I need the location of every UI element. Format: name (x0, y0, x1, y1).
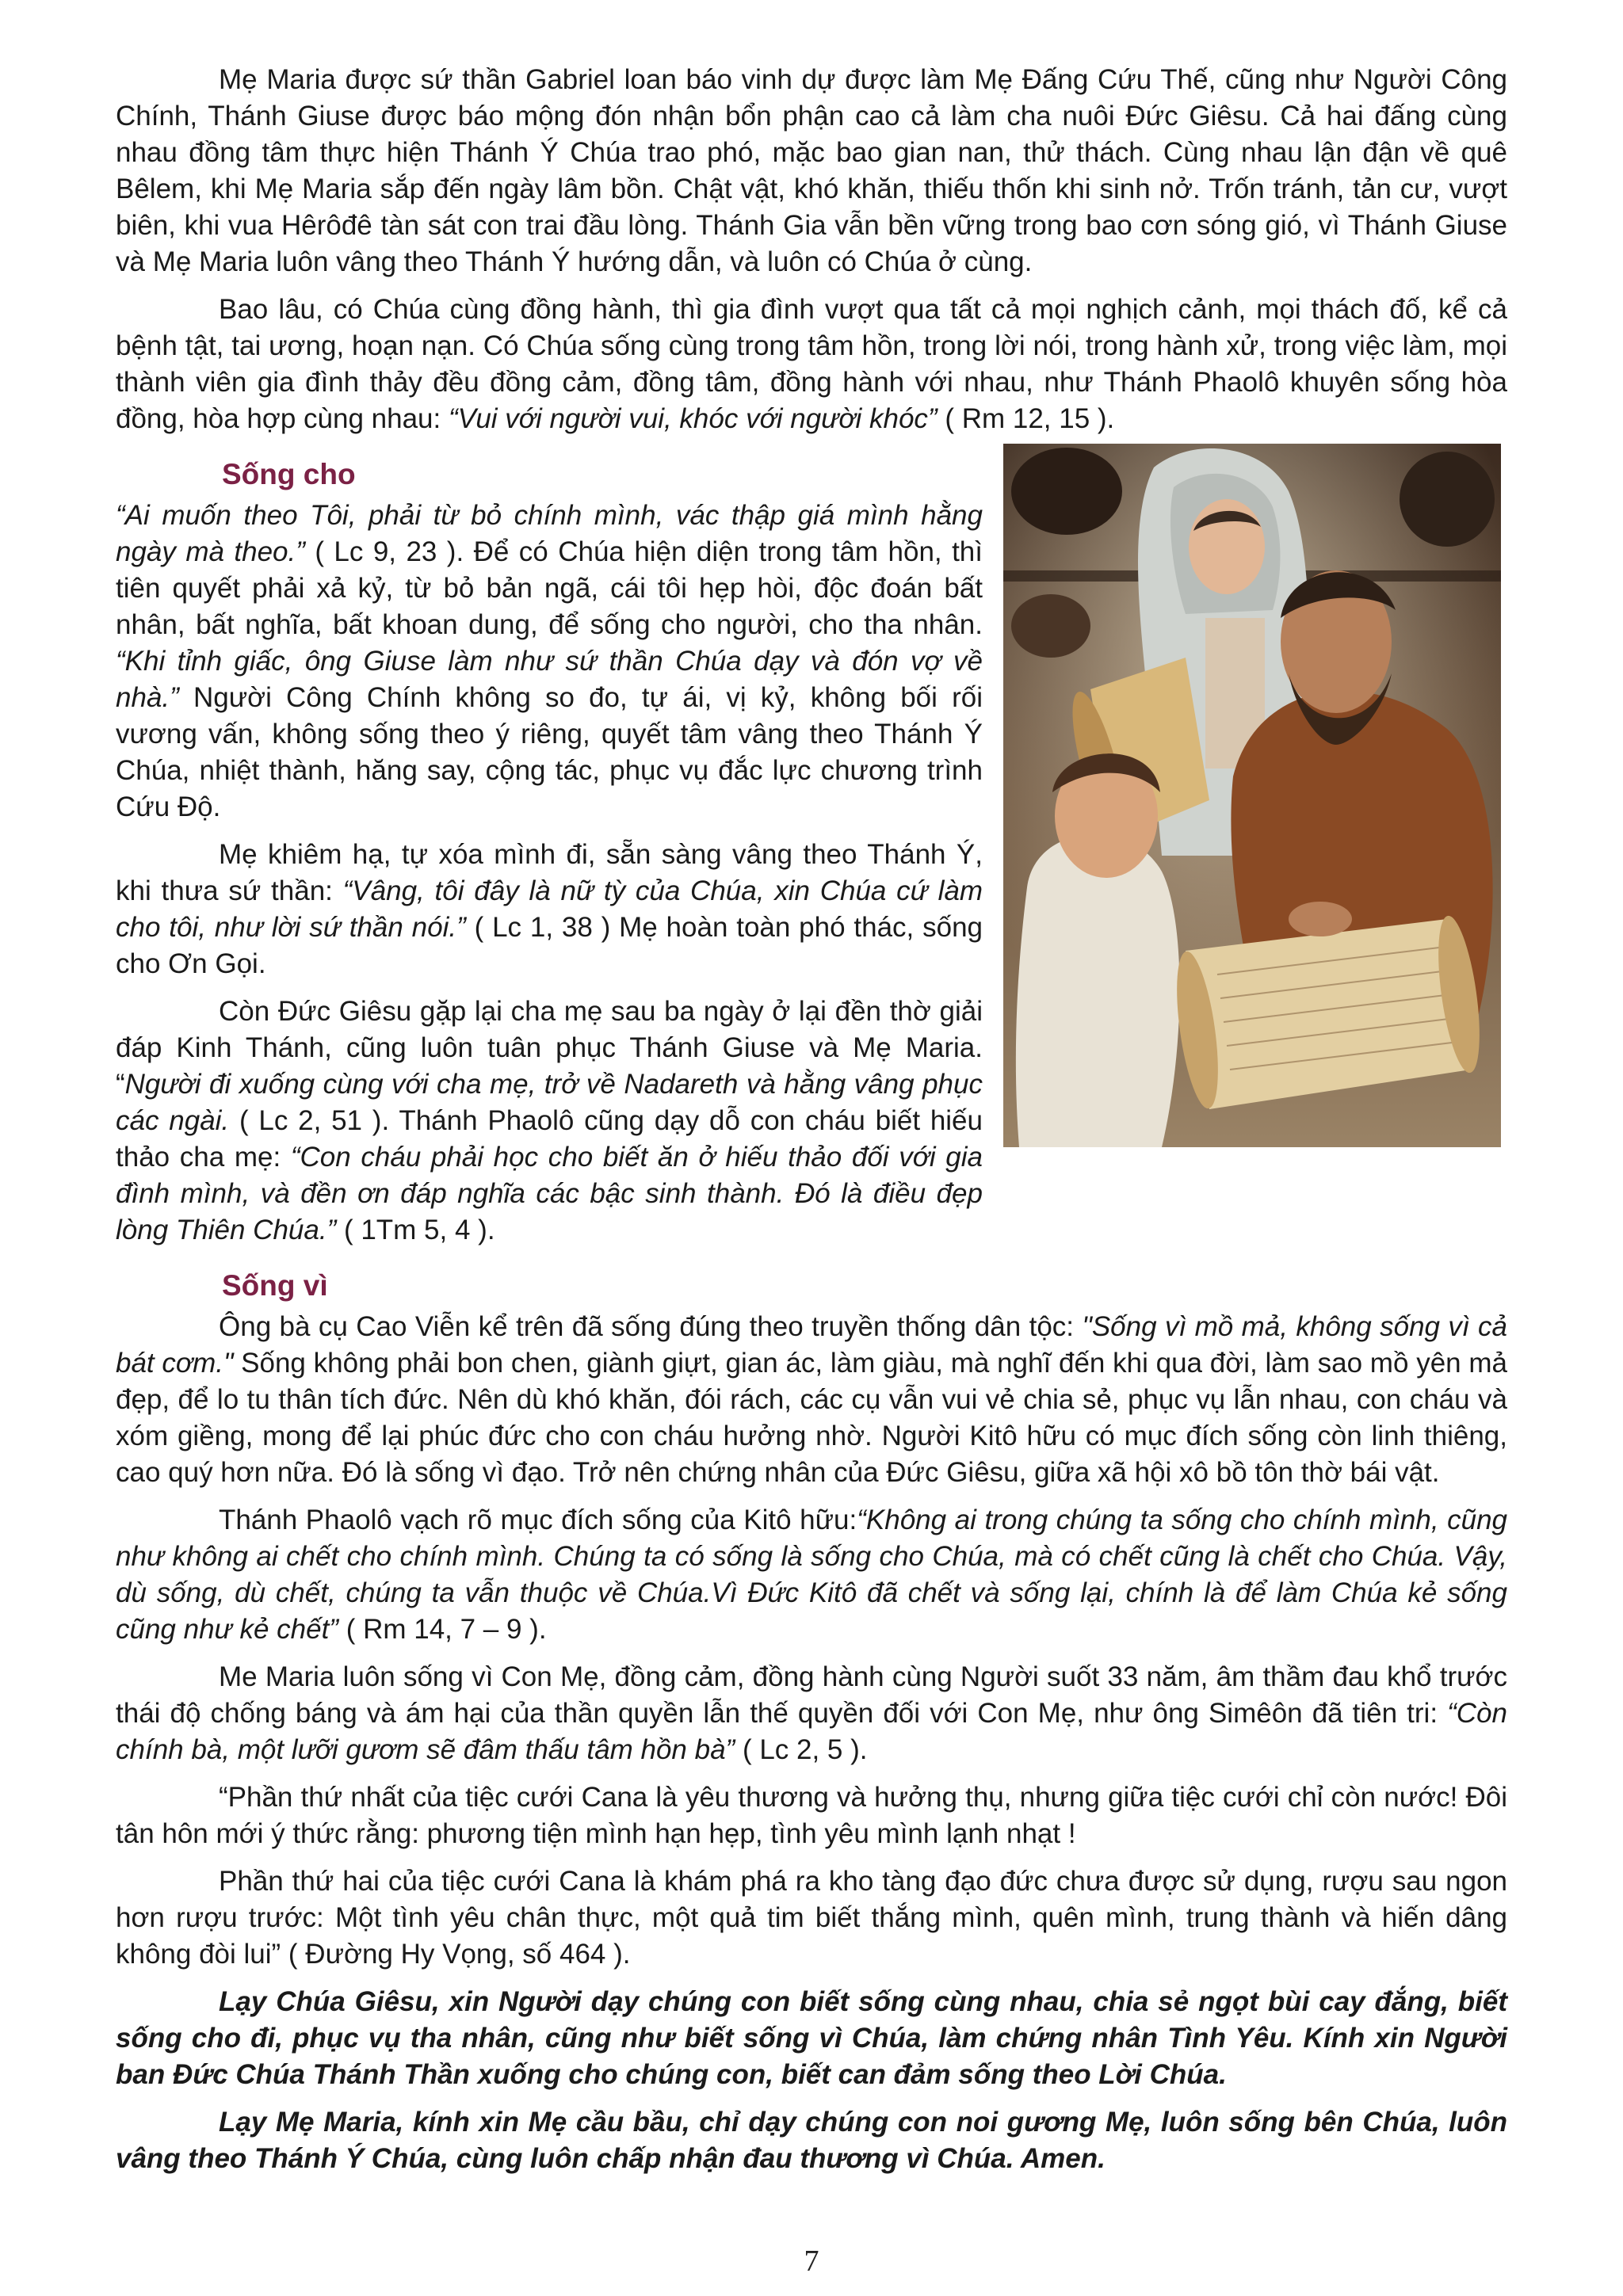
section2-paragraph-1 (116, 1309, 1507, 1491)
quote: “Ai muốn theo Tôi, phải từ bỏ chính mình, vác thập giá mình hằng ngày mà theo.” (116, 500, 983, 567)
text: Còn Đức Giêsu gặp lại cha mẹ sau ba ngày ở lại đền thờ giải đáp Kinh Thánh, cũng luôn tuân phục Thánh Giuse và Mẹ Maria. “ (116, 996, 983, 1100)
quote: “Con cháu phải học cho biết ăn ở hiếu thảo đối với gia đình mình, và đền ơn đáp nghĩa các bậc sinh thành. Đó là điều đẹp lòng Thiên Chúa.” (116, 1142, 983, 1245)
text: ( Lc 2, 51 ). Thánh Phaolô cũng dạy dỗ con cháu biết hiếu thảo cha mẹ: (116, 1105, 983, 1173)
paragraph-intro-1: Mẹ Maria được sứ thần Gabriel loan báo vinh dự được làm Mẹ Đấng Cứu Thế, cũng như Người Công Chính, Thánh Giuse được báo mộng đón nhận bổn phận cao cả làm cha nuôi Đức Giêsu. Cả hai đấng cùng nhau đồng tâm thực hiện Thánh Ý Chúa trao phó, mặc bao gian nan, thử thách. Cùng nhau lận đận về quê Bêlem, khi Mẹ Maria sắp đến ngày lâm bồn. Chật vật, khó khăn, thiếu thốn khi sinh nở. Trốn tránh, tản cư, vượt biên, khi vua Hêrôđê tàn sát con trai đầu lòng. Thánh Gia vẫn bền vững trong bao cơn sóng gió, vì Thánh Giuse và Mẹ Maria luôn vâng theo Thánh Ý hướng dẫn, và luôn có Chúa ở cùng. (116, 64, 1507, 277)
quote: “Còn chính bà, một lưỡi gươm sẽ đâm thấu tâm hồn bà” (116, 1698, 1507, 1765)
text: ( Lc 2, 5 ). (735, 1734, 868, 1765)
text: Mẹ khiêm hạ, tự xóa mình đi, sẵn sàng vâng theo Thánh Ý, khi thưa sứ thần: (116, 839, 983, 906)
section-heading-song-cho: Sống cho (222, 458, 356, 490)
document-page (116, 62, 1507, 2188)
prayer-2: Lạy Mẹ Maria, kính xin Mẹ cầu bầu, chỉ dạy chúng con noi gương Mẹ, luôn sống bên Chúa, luôn vâng theo Thánh Ý Chúa, cùng luôn chấp nhận đau thương vì Chúa. Amen. (116, 2107, 1507, 2174)
holy-family-illustration (1003, 444, 1501, 1147)
text: Người Công Chính không so đo, tự ái, vị kỷ, không bối rối vương vấn, không sống theo ý riêng, quyết tâm vâng theo Thánh Ý Chúa, nhiệt thành, hăng say, cộng tác, phục vụ đắc lực chương trình Cứu Độ. (116, 682, 983, 822)
section1-paragraph-2 (116, 837, 983, 982)
quote: Người đi xuống cùng với cha mẹ, trở về Nadareth và hằng vâng phục các ngài. (116, 1069, 983, 1136)
text: ( 1Tm 5, 4 ). (336, 1215, 495, 1245)
section2-paragraph-3 (116, 1659, 1507, 1768)
section-heading-song-vi: Sống vì (222, 1269, 328, 1302)
section-with-illustration (116, 448, 1507, 1260)
text: ( Lc 9, 23 ). Để có Chúa hiện diện trong tâm hồn, thì tiên quyết phải xả kỷ, từ bỏ bản ngã, cái tôi hẹp hòi, độc đoán bất nhân, bất nghĩa, bất khoan dung, để sống cho người, cho tha nhân. (116, 536, 983, 640)
prayer-1: Lạy Chúa Giêsu, xin Người dạy chúng con biết sống cùng nhau, chia sẻ ngọt bùi cay đắng, biết sống cho đi, phục vụ tha nhân, cũng như biết sống vì Chúa, làm chứng nhân Tình Yêu. Kính xin Người ban Đức Chúa Thánh Thần xuống cho chúng con, biết can đảm sống theo Lời Chúa. (116, 1986, 1507, 2090)
section2-paragraph-4: “Phần thứ nhất của tiệc cưới Cana là yêu thương và hưởng thụ, nhưng giữa tiệc cưới chỉ còn nước! Đôi tân hôn mới ý thức rằng: phương tiện mình hạn hẹp, tình yêu mình lạnh nhạt ! (116, 1782, 1507, 1849)
section1-paragraph-3 (116, 994, 983, 1249)
intro-quote: “Vui với người vui, khóc với người khóc” (448, 403, 938, 434)
section1-paragraph-1 (116, 498, 983, 826)
intro-text: Bao lâu, có Chúa cùng đồng hành, thì gia đình vượt qua tất cả mọi nghịch cảnh, mọi thách đố, kể cả bệnh tật, tai ương, hoạn nạn. Có Chúa sống cùng trong tâm hồn, trong lời nói, trong hành xử, trong việc làm, mọi thành viên gia đình thảy đều đồng cảm, đồng tâm, đồng hành với nhau, như Thánh Phaolô khuyên sống hòa đồng, hòa hợp cùng nhau: (116, 294, 1507, 434)
intro-ref: ( Rm 12, 15 ). (937, 403, 1115, 434)
text: ( Lc 1, 38 ) Mẹ hoàn toàn phó thác, sống cho Ơn Gọi. (116, 912, 983, 979)
paragraph-intro-2 (116, 292, 1507, 437)
section2-paragraph-5: Phần thứ hai của tiệc cưới Cana là khám phá ra kho tàng đạo đức chưa được sử dụng, rượu sau ngon hơn rượu trước: Một tình yêu chân thực, một quả tim biết thắng mình, quên mình, trung thành và hiến dâng không đòi lui” ( Đường Hy Vọng, số 464 ). (116, 1866, 1507, 1970)
text: Me Maria luôn sống vì Con Mẹ, đồng cảm, đồng hành cùng Người suốt 33 năm, âm thầm đau khổ trước thái độ chống báng và ám hại của thần quyền lẫn thế quyền đối với Con Mẹ, như ông Simêôn đã tiên tri: (116, 1661, 1507, 1729)
quote: “Khi tỉnh giấc, ông Giuse làm như sứ thần Chúa dạy và đón vợ về nhà.” (116, 646, 983, 713)
text: Ông bà cụ Cao Viễn kể trên đã sống đúng theo truyền thống dân tộc: (219, 1311, 1083, 1342)
quote: "Sống vì mồ mả, không sống vì cả bát cơm." (116, 1311, 1507, 1379)
section2-paragraph-2 (116, 1502, 1507, 1648)
section1-text-column (116, 448, 983, 1260)
text: Sống không phải bon chen, giành giựt, gian ác, làm giàu, mà nghĩ đến khi qua đời, làm sao mồ yên mả đẹp, để lo tu thân tích đức. Nên dù khó khăn, đói rách, các cụ vẫn vui vẻ chia sẻ, phục vụ lẫn nhau, con cháu và xóm giềng, mong để lại phúc đức cho con cháu hưởng nhờ. Người Kitô hữu có mục đích sống còn linh thiêng, cao quý hơn nữa. Đó là sống vì đạo. Trở nên chứng nhân của Đức Giêsu, giữa xã hội xô bồ tôn thờ bái vật. (116, 1348, 1508, 1488)
text: ( Rm 14, 7 – 9 ). (338, 1614, 547, 1645)
quote: “Vâng, tôi đây là nữ tỳ của Chúa, xin Chúa cứ làm cho tôi, như lời sứ thần nói.” (116, 875, 983, 943)
page-number: 7 (804, 2245, 819, 2278)
text: Thánh Phaolô vạch rõ mục đích sống của Kitô hữu: (219, 1505, 857, 1535)
quote: “Không ai trong chúng ta sống cho chính mình, cũng như không ai chết cho chính mình. Chúng ta có sống là sống cho Chúa, mà có chết cũng là chết cho Chúa. Vậy, dù sống, dù chết, chúng ta vẫn thuộc về Chúa.Vì Đức Kitô đã chết và sống lại, chính là để làm Chúa kẻ sống cũng như kẻ chết” (116, 1505, 1507, 1645)
